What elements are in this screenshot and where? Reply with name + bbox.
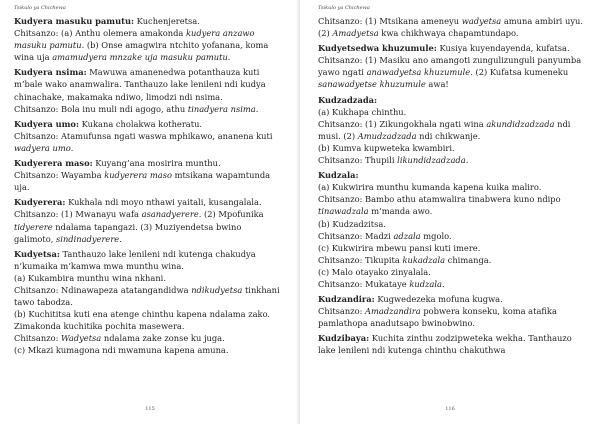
entry-definition bbox=[14, 66, 282, 102]
headword: Kudzadzada: bbox=[318, 94, 378, 105]
entry-list bbox=[318, 15, 588, 357]
italic-phrase: adzala bbox=[393, 230, 421, 241]
dictionary-entry bbox=[318, 15, 588, 39]
text-run: Kusiya kuyendayenda, kufatsa. bbox=[436, 43, 570, 54]
entry-definition bbox=[318, 15, 588, 39]
entry-example bbox=[14, 308, 282, 332]
dictionary-entry bbox=[14, 15, 282, 63]
entry-example bbox=[14, 208, 282, 244]
text-run: ndi musi. (2) bbox=[318, 118, 571, 141]
text-run: . (2) Kufatsa kumeneku bbox=[470, 67, 569, 78]
text-run: (b) Kuchititsa kuti ena atenge chinthu kapena ndalama zako. Zimakonda kuchitika pochita masewera. bbox=[14, 309, 271, 332]
dictionary-entry bbox=[14, 66, 282, 114]
text-run: amuna ambiri uyu. (2) bbox=[318, 16, 583, 39]
text-run: pobwera konseku, koma atafika pamlathopa anadutsapo bwinobwino. bbox=[318, 306, 557, 329]
entry-example bbox=[14, 27, 282, 63]
entry-example bbox=[318, 218, 588, 230]
text-run: Chitsanzo: Ndinawapeza atatangandidwa bbox=[14, 284, 192, 295]
headword: Kudzandira: bbox=[318, 294, 375, 305]
text-run: (b) Kudzadzitsa. bbox=[318, 218, 386, 229]
text-run: . bbox=[119, 233, 122, 244]
text-run: . bbox=[227, 52, 231, 63]
entry-example bbox=[14, 169, 282, 193]
entry-definition bbox=[318, 94, 588, 106]
text-run: tinkhani tawo tabodza. bbox=[14, 284, 280, 308]
entry-example bbox=[14, 272, 282, 284]
page-number: 115 bbox=[145, 406, 155, 412]
text-run: . bbox=[70, 142, 74, 153]
italic-phrase: wadyetsa bbox=[461, 16, 502, 26]
entry-definition bbox=[318, 42, 588, 54]
text-run: ndi chikwanje. bbox=[416, 130, 481, 141]
entry-definition bbox=[318, 169, 588, 181]
dictionary-entry bbox=[318, 94, 588, 167]
text-run: Chitsanzo: Bola inu muli ndi agogo, athu bbox=[14, 103, 188, 114]
entry-example bbox=[14, 130, 282, 154]
italic-phrase: wadyera umo bbox=[14, 142, 71, 153]
text-run: Mawuwa amanenedwa potanthauza kuti m’bale wako anamwalira. Tanthauzo lake lenileni ndi kudya chinachake, makamaka ndiwo, limodzi ndi nsima. bbox=[14, 67, 266, 102]
italic-phrase: Amadzandira bbox=[365, 306, 421, 317]
text-run: mtsikana wapamtunda uja. bbox=[14, 170, 271, 193]
italic-phrase: tinawadzala bbox=[318, 206, 369, 217]
text-run: Chitsanzo: bbox=[318, 306, 366, 317]
entry-example bbox=[318, 230, 588, 242]
entry-example bbox=[318, 154, 588, 166]
headword: Kudyerera maso: bbox=[14, 158, 93, 169]
entry-example bbox=[318, 305, 588, 329]
text-run: (c) Mkazi kumagona ndi mwamuna kapena amuna. bbox=[14, 345, 229, 356]
headword: Kudzibaya: bbox=[318, 333, 370, 344]
headword: Kudyetsedwa khuzumule: bbox=[318, 43, 437, 54]
right-page bbox=[300, 0, 600, 424]
dictionary-entry bbox=[14, 196, 282, 244]
italic-phrase: sindinadyerere bbox=[56, 233, 120, 244]
text-run: ndalama zake zonse ku juga. bbox=[101, 333, 225, 344]
text-run: kwa chikhwaya chapamtundapo. bbox=[378, 28, 519, 39]
entry-list bbox=[14, 15, 282, 357]
text-run: . (2) Mpofunika bbox=[198, 209, 264, 220]
italic-phrase: anawadyetsa khuzumule bbox=[366, 67, 471, 78]
text-run: Tanthauzo lake lenileni ndi kutenga chakudya n’kumaika m’kamwa mwa munthu wina. bbox=[14, 248, 256, 271]
text-run: awa! bbox=[425, 79, 449, 90]
text-run: chimanga. bbox=[445, 254, 492, 265]
entry-definition bbox=[318, 293, 588, 305]
text-run: Chitsanzo: Bambo athu atamwalira tinabwera kuno ndipo bbox=[318, 194, 561, 205]
entry-example bbox=[14, 332, 282, 344]
text-run: . (b) Onse amagwira ntchito yofanana, koma wina uja bbox=[14, 40, 269, 63]
headword: Kudyera umo: bbox=[14, 118, 80, 129]
text-run: (a) Kukwirira munthu kumanda kapena kuika maliro. bbox=[318, 182, 542, 193]
italic-phrase: kudyerera maso bbox=[104, 170, 172, 181]
text-run: Chitsanzo: bbox=[14, 333, 62, 344]
italic-phrase: Amadyetsa bbox=[332, 28, 379, 39]
italic-phrase: amamudyera mnzake uja masuku pamutu bbox=[52, 52, 228, 63]
italic-phrase: tinadyera nsima bbox=[187, 103, 256, 114]
entry-definition bbox=[14, 157, 282, 169]
dictionary-entry bbox=[14, 248, 282, 357]
italic-phrase: sanawadyetse khuzumule bbox=[318, 79, 426, 90]
text-run: . bbox=[465, 155, 469, 166]
entry-example bbox=[14, 103, 282, 115]
text-run: Kukana cholakwa kotheratu. bbox=[79, 118, 203, 129]
text-run: Chitsanzo: Mukataye bbox=[318, 278, 410, 289]
text-run: Kukhala ndi moyo nthawi yaitali, kusangalala. bbox=[65, 197, 262, 208]
text-run: . bbox=[255, 103, 259, 114]
dictionary-entry bbox=[14, 118, 282, 154]
italic-phrase: likundidzadzada bbox=[397, 155, 466, 166]
italic-phrase: kukadzala bbox=[402, 254, 446, 265]
entry-example bbox=[318, 54, 588, 90]
italic-phrase: tidyerere bbox=[14, 221, 53, 232]
entry-example bbox=[318, 193, 588, 217]
entry-example bbox=[318, 142, 588, 154]
text-run: (c) Malo otayako zinyalala. bbox=[318, 266, 431, 277]
text-run: Chitsanzo: Madzi bbox=[318, 230, 394, 241]
entry-definition bbox=[14, 196, 282, 208]
dictionary-entry bbox=[14, 157, 282, 193]
text-run: mgolo. bbox=[420, 230, 452, 241]
entry-example bbox=[318, 254, 588, 266]
text-run: ndalama tapangazi. (3) Muziyendetsa bwino galimoto, bbox=[14, 221, 242, 244]
dictionary-entry bbox=[318, 42, 588, 90]
headword: Kudzala: bbox=[318, 170, 359, 181]
entry-example bbox=[14, 284, 282, 308]
text-run: Chitsanzo: (1) Mtsikana ameneyu bbox=[318, 16, 462, 26]
dictionary-entry bbox=[318, 169, 588, 290]
headword: Kudyera masuku pamutu: bbox=[14, 16, 135, 26]
italic-phrase: akundidzadzada bbox=[486, 118, 555, 129]
italic-phrase: Wadyetsa bbox=[61, 333, 102, 344]
italic-phrase: ndikudyetsa bbox=[191, 284, 243, 295]
text-run: (a) Kukambira munthu wina nkhani. bbox=[14, 272, 166, 283]
text-run: Kuyang’ana mosirira munthu. bbox=[92, 158, 221, 169]
entry-example bbox=[318, 242, 588, 254]
text-run: Chitsanzo: Tikupita bbox=[318, 254, 403, 265]
text-run: (b) Kumva kupweteka kwambiri. bbox=[318, 142, 455, 153]
italic-phrase: Amudzadzada bbox=[357, 130, 417, 141]
entry-example bbox=[318, 118, 588, 142]
text-run: Chitsanzo: (1) Zikungokhala ngati wina bbox=[318, 118, 487, 129]
text-run: (c) Kukwirira mbewu pansi kuti imere. bbox=[318, 242, 481, 253]
page-number: 116 bbox=[445, 406, 455, 412]
text-run: Kuchita zinthu zodzipweteka wekha. Tanthauzo lake lenileni ndi kutenga chinthu chakuthwa bbox=[318, 333, 572, 356]
text-run: Chitsanzo: Wayamba bbox=[14, 170, 105, 181]
text-run: m’manda awo. bbox=[368, 206, 433, 217]
dictionary-entry bbox=[318, 332, 588, 356]
text-run: . bbox=[441, 278, 445, 289]
italic-phrase: kudzala bbox=[409, 278, 442, 289]
entry-definition bbox=[14, 15, 282, 27]
entry-definition bbox=[14, 248, 282, 272]
text-run: Chitsanzo: Thupili bbox=[318, 155, 398, 166]
italic-phrase: asanadyerere bbox=[141, 209, 199, 220]
text-run: Chitsanzo: Atamufunsa ngati waswa mphikawo, ananena kuti bbox=[14, 130, 273, 141]
text-run: (a) Kukhapa chinthu. bbox=[318, 106, 407, 117]
italic-phrase: kudyera anzawo masuku pamutu bbox=[14, 28, 255, 51]
entry-example bbox=[318, 266, 588, 278]
entry-example bbox=[318, 106, 588, 118]
headword: Kudyetsa: bbox=[14, 248, 60, 259]
text-run: Chitsanzo: (1) Mwanayu wafa bbox=[14, 209, 142, 220]
entry-example bbox=[318, 278, 588, 290]
entry-example bbox=[14, 344, 282, 356]
text-run: Chitsanzo: (1) Masiku ano amangoti zungulizunguli panyumba yawo ngati bbox=[318, 55, 582, 78]
text-run: Kuchenjeretsa. bbox=[134, 16, 200, 26]
text-run: Kugwedezeka mofuna kugwa. bbox=[374, 294, 503, 305]
running-head: Tsikulo ya Chichewa bbox=[14, 5, 66, 11]
dictionary-entry bbox=[318, 293, 588, 329]
running-head: Tsikulo ya Chichewa bbox=[318, 5, 370, 11]
text-run: Chitsanzo: (a) Anthu olemera amakonda bbox=[14, 28, 186, 39]
entry-example bbox=[318, 181, 588, 193]
entry-definition bbox=[14, 118, 282, 130]
headword: Kudyerera: bbox=[14, 197, 66, 208]
entry-definition bbox=[318, 332, 588, 356]
headword: Kudyera nsima: bbox=[14, 67, 87, 78]
